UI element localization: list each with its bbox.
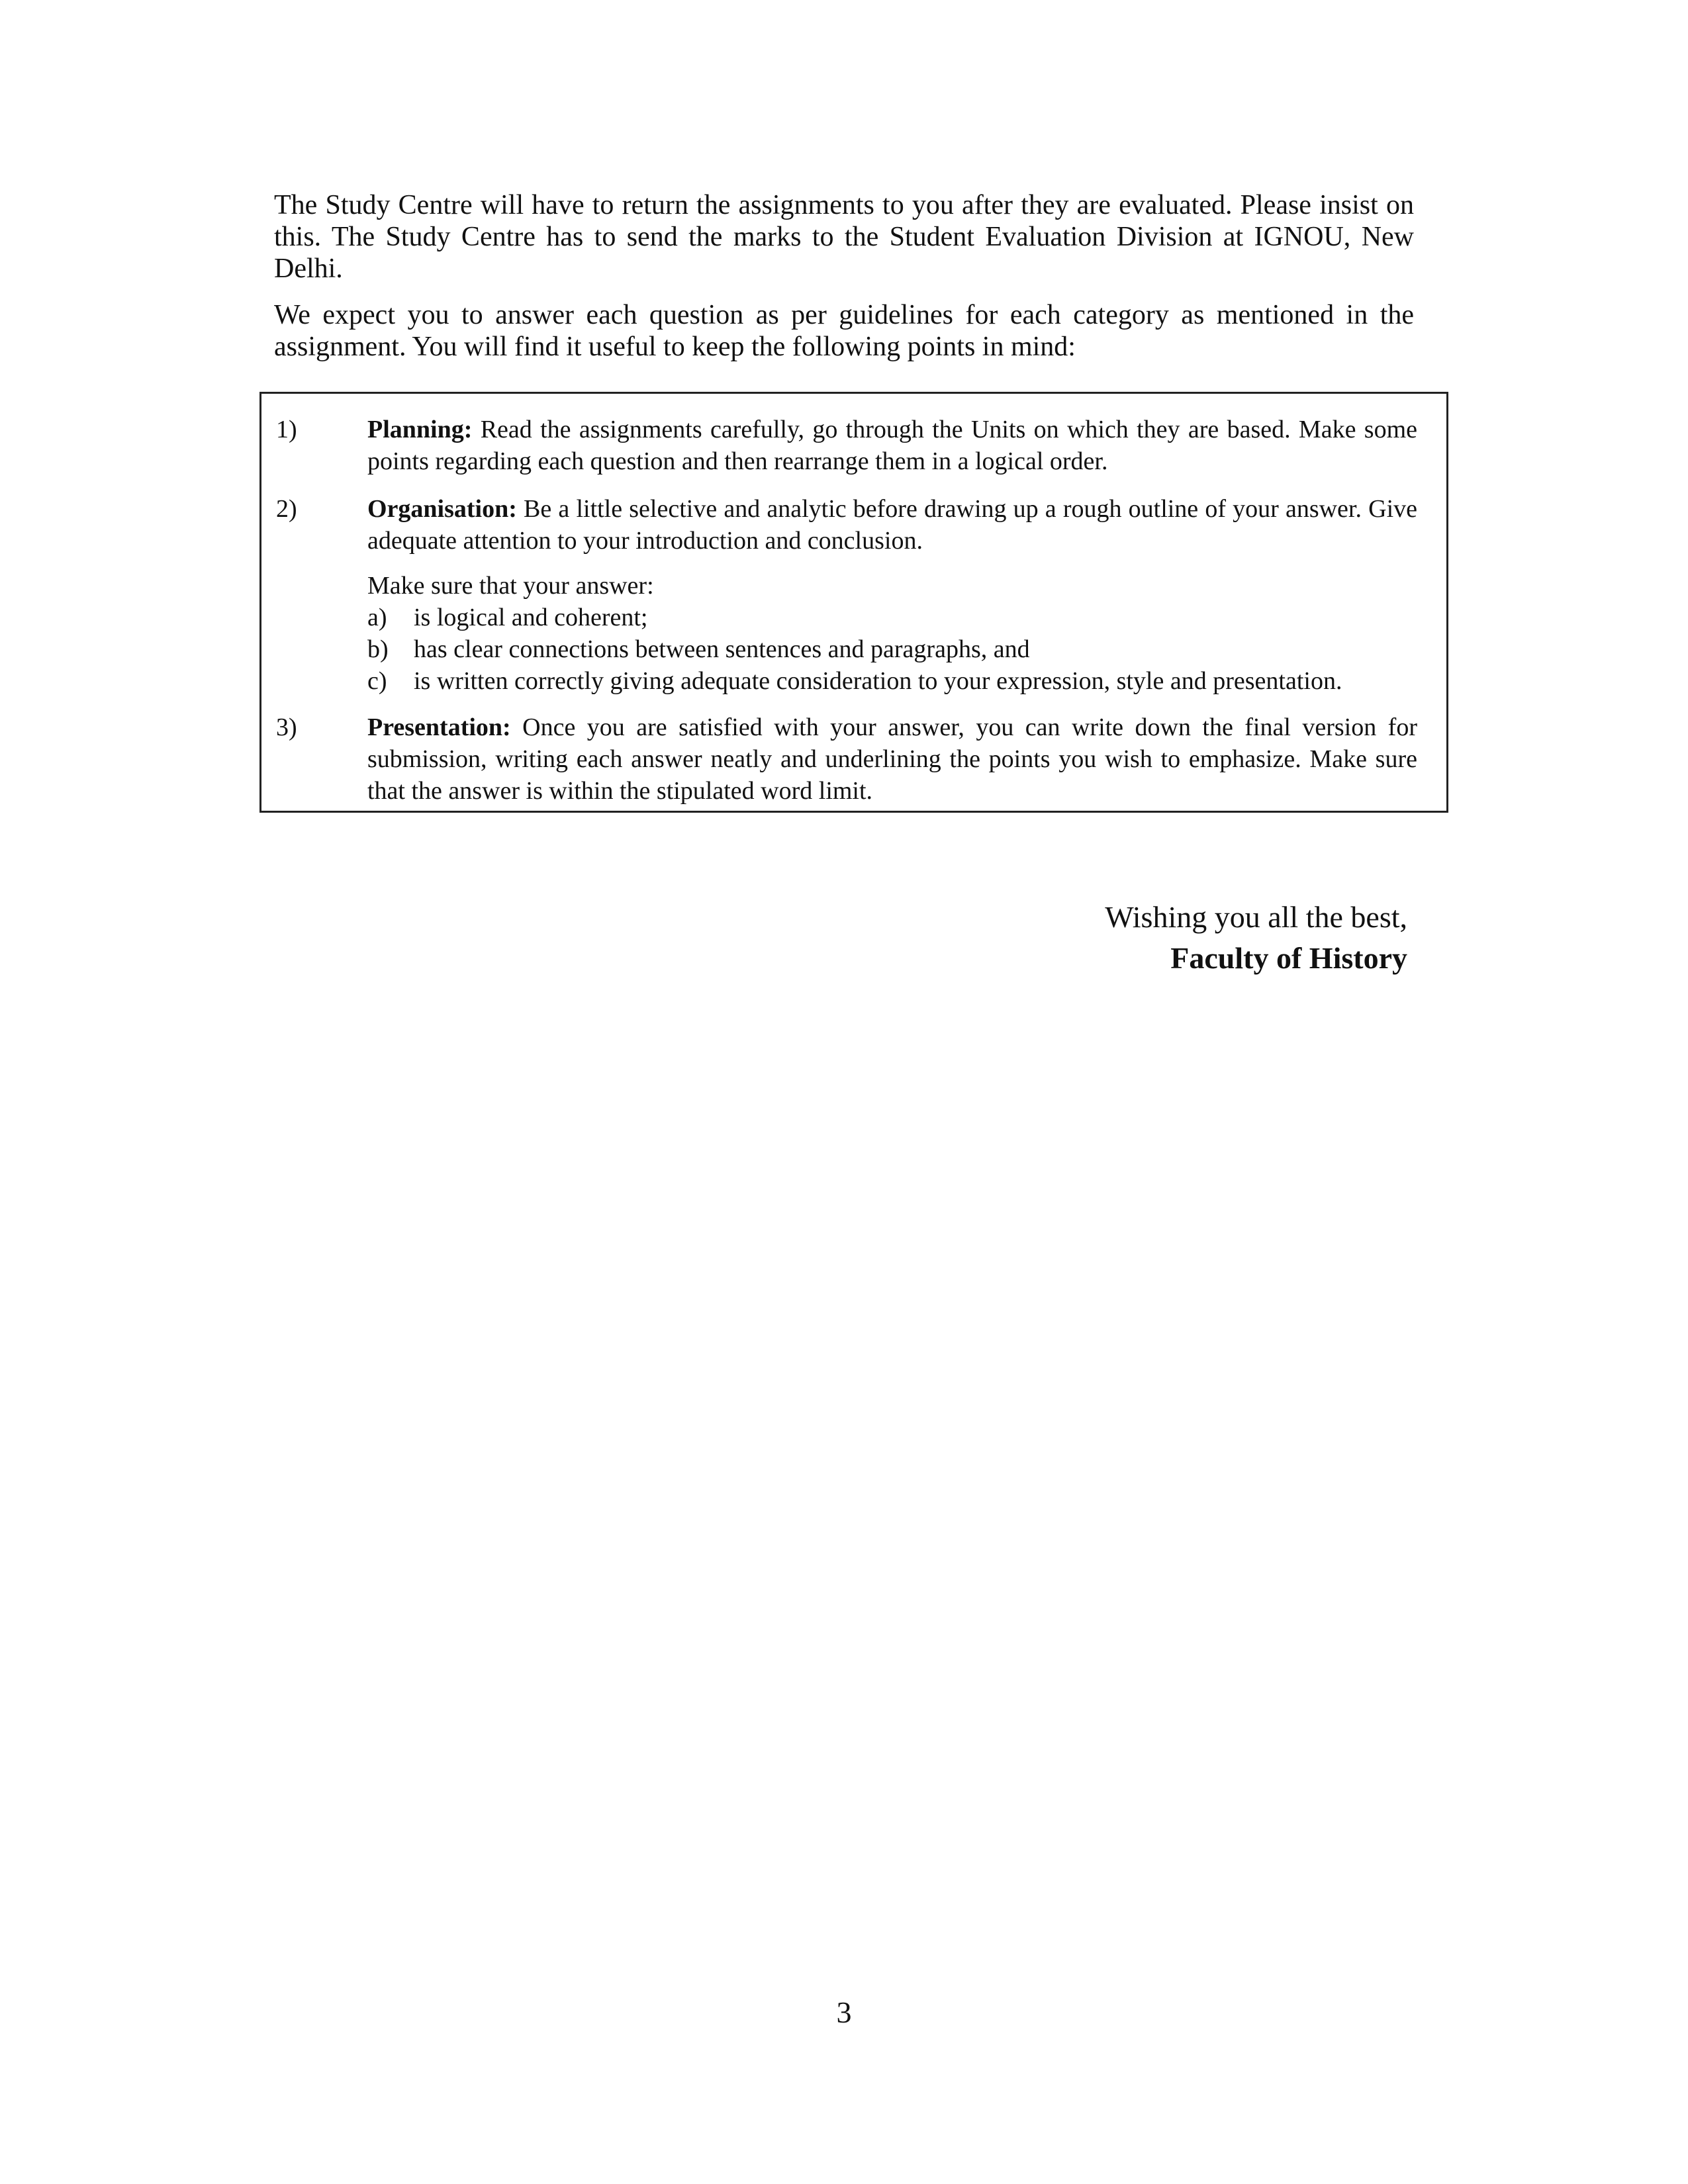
point-number: 2) [276, 495, 297, 523]
point-text: Read the assignments carefully, go through the Units on which they are based. Make some points regarding each question and then rearrange them in a logical order. [367, 416, 1417, 475]
point-title: Planning: [367, 416, 473, 443]
list-item [367, 665, 1417, 697]
list-item [367, 633, 1417, 665]
point-number: 3) [276, 713, 297, 741]
list-item-text: has clear connections between sentences and paragraphs, and [414, 635, 1030, 663]
list-item-text: is logical and coherent; [414, 604, 648, 631]
point-presentation [276, 711, 1417, 807]
signoff-faculty: Faculty of History [1170, 941, 1407, 975]
signoff [1105, 897, 1407, 979]
point-body [367, 493, 1417, 697]
list-item-letter: b) [367, 635, 389, 663]
point-title: Presentation: [367, 713, 511, 741]
guidelines-box [259, 392, 1448, 813]
sub-list-intro: Make sure that your answer: [367, 572, 654, 600]
point-organisation [276, 493, 1417, 697]
list-item-letter: c) [367, 667, 387, 695]
intro-paragraph-return: The Study Centre will have to return the assignments to you after they are evaluated. Please insist on this. The Study Centre has to send the marks to the Student Evaluation Division at IGNOU, New Delhi. [274, 190, 1414, 284]
page-number: 3 [836, 1995, 852, 2029]
intro-paragraph-expectations: We expect you to answer each question as per guidelines for each category as mentioned in the assignment. You will find it useful to keep the following points in mind: [274, 300, 1414, 362]
list-item [367, 602, 1417, 633]
point-planning [276, 414, 1417, 477]
intro-section [274, 189, 1414, 363]
point-text: Be a little selective and analytic before drawing up a rough outline of your answer. Give adequate attention to your introduction and conclusion. [367, 495, 1417, 555]
point-body [367, 711, 1417, 807]
point-body [367, 414, 1417, 477]
point-title: Organisation: [367, 495, 517, 523]
answer-criteria-list [367, 602, 1417, 697]
point-text: Once you are satisfied with your answer, you can write down the final version for submission, writing each answer neatly and underlining the points you wish to emphasize. Make sure that the answer is within the stipulated word limit. [367, 713, 1417, 805]
signoff-greeting: Wishing you all the best, [1105, 900, 1407, 934]
point-number: 1) [276, 416, 297, 443]
list-item-letter: a) [367, 604, 387, 631]
list-item-text: is written correctly giving adequate consideration to your expression, style and presentation. [414, 667, 1342, 695]
